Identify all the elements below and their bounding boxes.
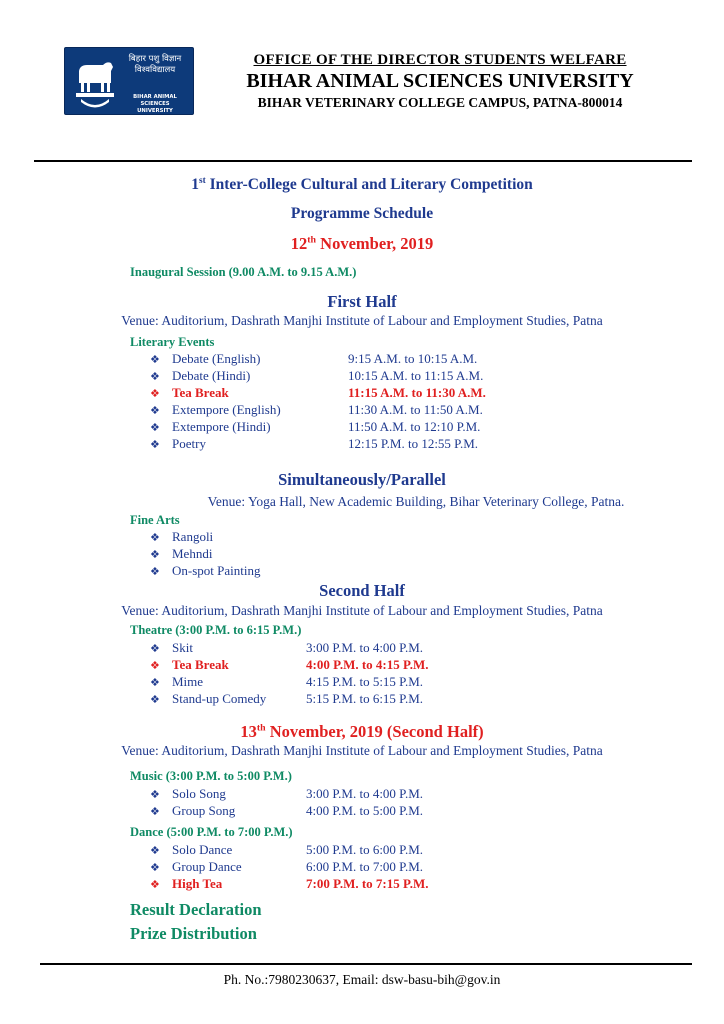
diamond-bullet-icon: ❖ <box>150 659 160 672</box>
list-item <box>150 350 260 367</box>
item-time: 5:00 P.M. to 6:00 P.M. <box>306 842 424 857</box>
prize-distribution: Prize Distribution <box>130 924 257 943</box>
footer-divider <box>40 963 692 965</box>
item-name: Skit <box>172 640 193 655</box>
logo-english-line2: UNIVERSITY <box>137 108 173 114</box>
diamond-bullet-icon: ❖ <box>150 565 160 578</box>
event-title <box>0 176 724 194</box>
logo-english-line1: BIHAR ANIMAL SCIENCES <box>133 94 177 107</box>
logo-hindi-line1: बिहार पशु विज्ञान <box>128 54 182 64</box>
programme-schedule-title: Programme Schedule <box>290 205 434 222</box>
item-name: Tea Break <box>172 657 229 672</box>
item-name: Mehndi <box>172 546 213 561</box>
list-item <box>150 785 226 802</box>
item-name: High Tea <box>172 876 223 891</box>
list-item <box>150 435 206 452</box>
diamond-bullet-icon: ❖ <box>150 844 160 857</box>
list-item <box>150 639 193 656</box>
literary-events-category: Literary Events <box>130 335 215 349</box>
list-item <box>150 841 232 858</box>
list-item <box>150 858 242 875</box>
list-item <box>150 367 250 384</box>
second-half-heading: Second Half <box>319 581 405 600</box>
office-heading: OFFICE OF THE DIRECTOR STUDENTS WELFARE <box>253 52 627 68</box>
second-half-venue: Venue: Auditorium, Dashrath Manjhi Institute of Labour and Employment Studies, Patna <box>121 603 603 618</box>
date-heading-1 <box>0 234 724 254</box>
diamond-bullet-icon: ❖ <box>150 878 160 891</box>
day2-venue: Venue: Auditorium, Dashrath Manjhi Institute of Labour and Employment Studies, Patna <box>121 743 603 758</box>
item-time: 3:00 P.M. to 4:00 P.M. <box>306 786 424 801</box>
date2-rest: November, 2019 (Second Half) <box>265 722 484 741</box>
parallel-venue: Venue: Yoga Hall, New Academic Building, Bihar Veterinary College, Patna. <box>207 494 625 509</box>
music-category: Music (3:00 P.M. to 5:00 P.M.) <box>130 769 292 783</box>
item-time: 11:50 A.M. to 12:10 P.M. <box>348 419 481 434</box>
item-time: 4:15 P.M. to 5:15 P.M. <box>306 674 424 689</box>
item-time: 4:00 P.M. to 4:15 P.M. <box>306 657 429 672</box>
university-logo <box>64 47 194 115</box>
list-item <box>150 418 271 435</box>
first-half-heading: First Half <box>327 292 397 311</box>
item-time: 11:30 A.M. to 11:50 A.M. <box>348 402 483 417</box>
title-ordinal: 1 <box>191 176 199 193</box>
date-heading-2 <box>0 722 724 742</box>
footer-contact: Ph. No.:7980230637, Email: dsw-basu-bih@gov.in <box>223 972 501 987</box>
item-time: 5:15 P.M. to 6:15 P.M. <box>306 691 424 706</box>
campus-heading: BIHAR VETERINARY COLLEGE CAMPUS, PATNA-800014 <box>257 95 623 110</box>
diamond-bullet-icon: ❖ <box>150 421 160 434</box>
header-divider <box>34 160 692 162</box>
parallel-heading: Simultaneously/Parallel <box>278 470 446 489</box>
item-time: 11:15 A.M. to 11:30 A.M. <box>348 385 486 400</box>
list-item <box>150 656 229 673</box>
item-time: 4:00 P.M. to 5:00 P.M. <box>306 803 424 818</box>
list-item <box>150 802 235 819</box>
fine-arts-category: Fine Arts <box>130 513 180 527</box>
item-time: 3:00 P.M. to 4:00 P.M. <box>306 640 424 655</box>
item-name: Debate (English) <box>172 351 261 366</box>
item-name: Extempore (Hindi) <box>172 419 271 434</box>
diamond-bullet-icon: ❖ <box>150 805 160 818</box>
diamond-bullet-icon: ❖ <box>150 548 160 561</box>
item-name: Mime <box>172 674 204 689</box>
item-time: 10:15 A.M. to 11:15 A.M. <box>348 368 484 383</box>
date1-day: 12 <box>290 234 308 253</box>
item-time: 6:00 P.M. to 7:00 P.M. <box>306 859 424 874</box>
inaugural-session: Inaugural Session (9.00 A.M. to 9.15 A.M.) <box>130 265 357 279</box>
item-time: 12:15 P.M. to 12:55 P.M. <box>348 436 479 451</box>
title-ordinal-suffix: st <box>198 175 206 186</box>
list-item <box>150 562 260 579</box>
cow-emblem-icon <box>71 53 119 109</box>
item-name: Poetry <box>172 436 206 451</box>
date1-suffix: th <box>307 234 317 246</box>
diamond-bullet-icon: ❖ <box>150 438 160 451</box>
date1-rest: November, 2019 <box>316 234 434 253</box>
date2-day: 13 <box>240 722 257 741</box>
diamond-bullet-icon: ❖ <box>150 404 160 417</box>
dance-category: Dance (5:00 P.M. to 7:00 P.M.) <box>130 825 293 839</box>
list-item <box>150 673 203 690</box>
diamond-bullet-icon: ❖ <box>150 788 160 801</box>
item-name: Solo Song <box>172 786 226 801</box>
diamond-bullet-icon: ❖ <box>150 531 160 544</box>
item-name: Group Dance <box>172 859 242 874</box>
item-time: 9:15 A.M. to 10:15 A.M. <box>348 351 478 366</box>
item-name: Group Song <box>172 803 236 818</box>
item-time: 7:00 P.M. to 7:15 P.M. <box>306 876 429 891</box>
university-heading: BIHAR ANIMAL SCIENCES UNIVERSITY <box>246 70 634 92</box>
item-name: Tea Break <box>172 385 229 400</box>
diamond-bullet-icon: ❖ <box>150 370 160 383</box>
logo-hindi-line2: विश्वविद्यालय <box>134 65 176 75</box>
first-half-venue: Venue: Auditorium, Dashrath Manjhi Institute of Labour and Employment Studies, Patna <box>121 313 603 328</box>
diamond-bullet-icon: ❖ <box>150 353 160 366</box>
diamond-bullet-icon: ❖ <box>150 642 160 655</box>
item-name: Rangoli <box>172 529 214 544</box>
item-name: Extempore (English) <box>172 402 281 417</box>
list-item <box>150 528 213 545</box>
item-name: On-spot Painting <box>172 563 261 578</box>
item-name: Stand-up Comedy <box>172 691 267 706</box>
title-text: Inter-College Cultural and Literary Competition <box>205 176 533 193</box>
diamond-bullet-icon: ❖ <box>150 676 160 689</box>
list-item <box>150 875 222 892</box>
result-declaration: Result Declaration <box>130 900 262 919</box>
diamond-bullet-icon: ❖ <box>150 693 160 706</box>
diamond-bullet-icon: ❖ <box>150 861 160 874</box>
list-item <box>150 401 281 418</box>
list-item <box>150 690 266 707</box>
list-item <box>150 545 212 562</box>
date2-suffix: th <box>256 722 266 734</box>
theatre-category: Theatre (3:00 P.M. to 6:15 P.M.) <box>130 623 302 637</box>
logo-text <box>119 54 191 115</box>
item-name: Solo Dance <box>172 842 233 857</box>
list-item <box>150 384 229 401</box>
diamond-bullet-icon: ❖ <box>150 387 160 400</box>
item-name: Debate (Hindi) <box>172 368 251 383</box>
